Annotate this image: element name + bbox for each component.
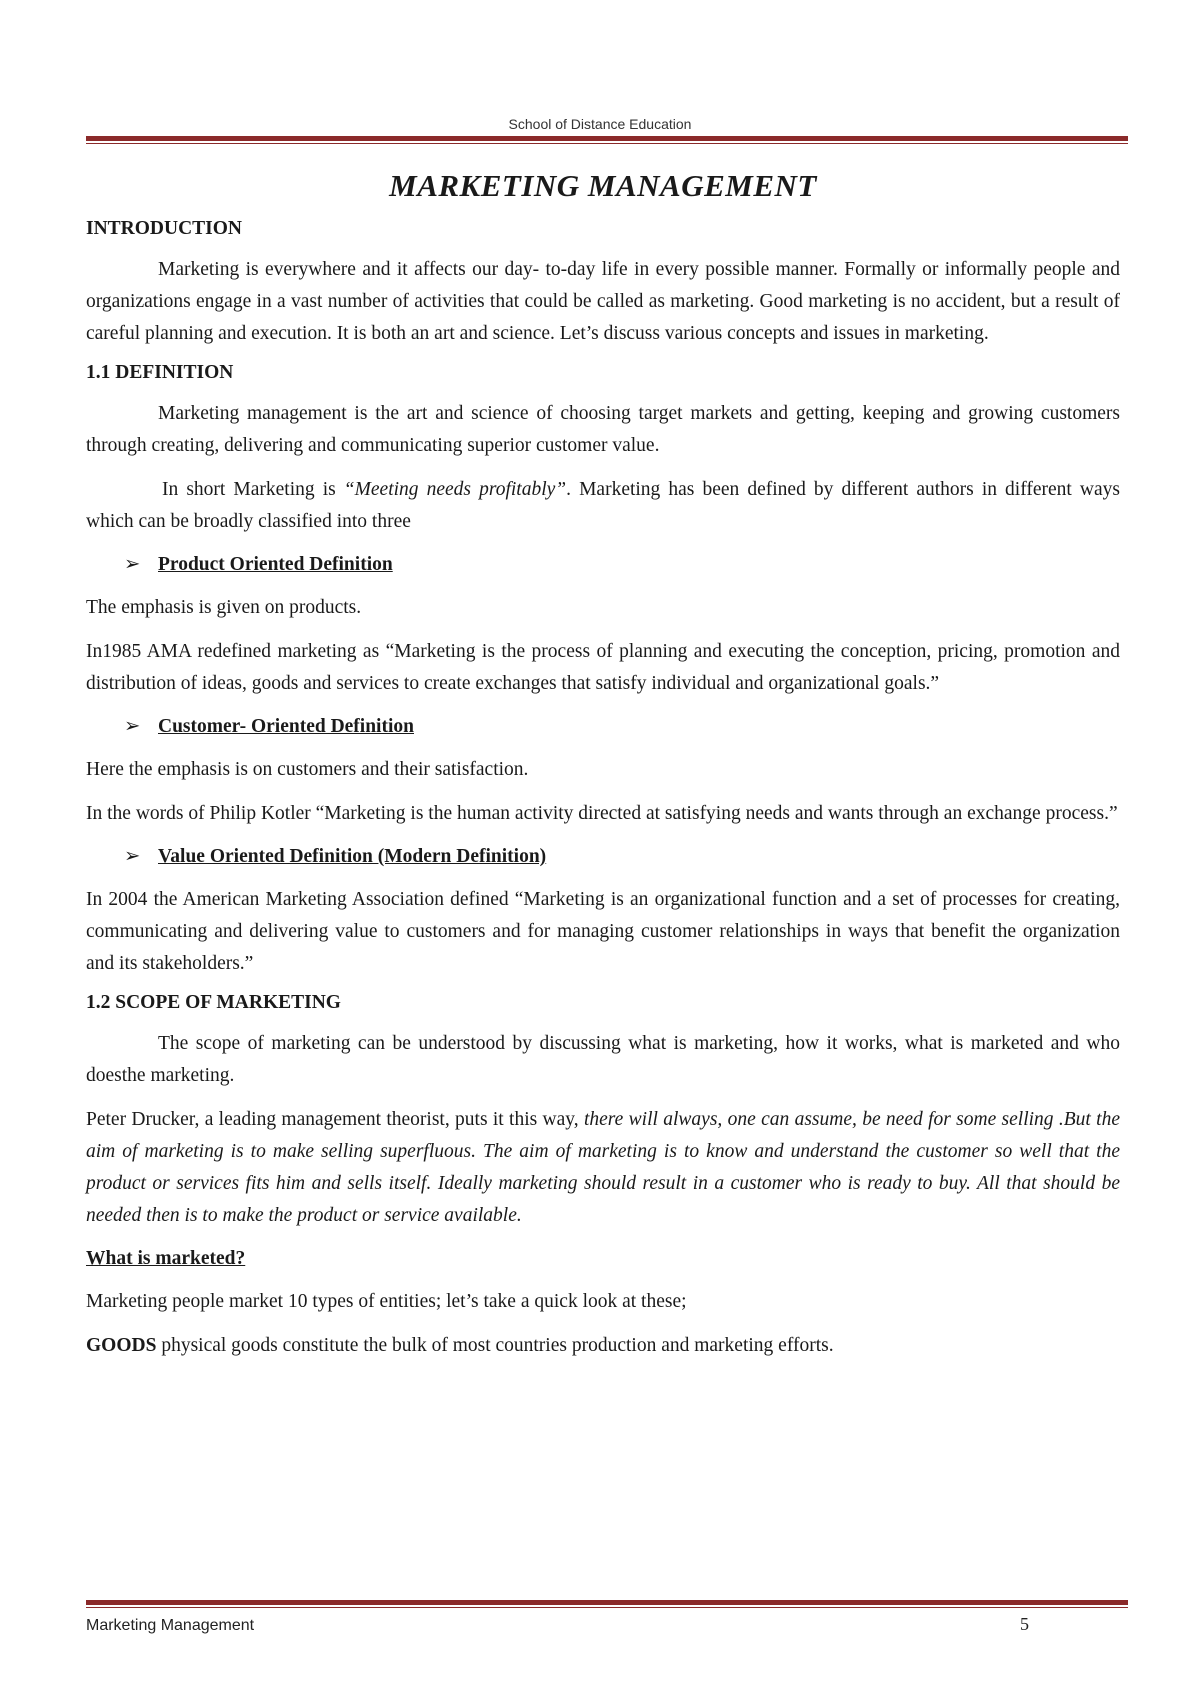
customer-oriented-line-1: Here the emphasis is on customers and their satisfaction. <box>86 759 529 780</box>
definition-heading: 1.1 DEFINITION <box>86 362 234 383</box>
customer-oriented-line-2: In the words of Philip Kotler “Marketing is the human activity directed at satisfying needs and wants through an exchange process.” <box>86 803 1118 824</box>
introduction-paragraph: Marketing is everywhere and it affects our day- to-day life in every possible manner. Formally or informally people and organizations engage in a vast number of activities that could be called as marketing. Good marketing is no accident, but a result of careful planning and execution. It is both an art and science. Let’s discuss various concepts and issues in marketing. <box>86 259 1120 344</box>
definition-text-before: In short Marketing is <box>162 479 344 500</box>
arrow-bullet-icon: ➢ <box>124 554 141 575</box>
bullet-value-oriented <box>124 842 1120 872</box>
arrow-bullet-icon: ➢ <box>124 846 141 867</box>
introduction-heading: INTRODUCTION <box>86 218 243 239</box>
footer-rule <box>86 1600 1128 1608</box>
drucker-paragraph <box>86 1104 1120 1232</box>
bullet-label: Value Oriented Definition (Modern Definition) <box>158 846 547 867</box>
definition-paragraph-2 <box>86 474 1120 538</box>
bullet-product-oriented <box>124 550 1120 580</box>
definition-text-after: . Marketing has been defined by different authors in different ways which can be broadly classified into three <box>86 479 1120 532</box>
what-is-marketed-heading: What is marketed? <box>86 1248 246 1269</box>
definition-quote: “Meeting needs profitably” <box>343 479 567 500</box>
definition-paragraph-1: Marketing management is the art and science of choosing target markets and getting, keeping and growing customers through creating, delivering and communicating superior customer value. <box>86 403 1120 456</box>
bullet-label: Product Oriented Definition <box>158 554 393 575</box>
drucker-intro: Peter Drucker, a leading management theorist, puts it this way, <box>86 1109 584 1130</box>
page-content <box>86 168 1120 1374</box>
scope-heading: 1.2 SCOPE OF MARKETING <box>86 992 341 1013</box>
bullet-label: Customer- Oriented Definition <box>158 716 414 737</box>
product-oriented-line-1: The emphasis is given on products. <box>86 597 362 618</box>
arrow-bullet-icon: ➢ <box>124 716 141 737</box>
value-oriented-line-1: In 2004 the American Marketing Association defined “Marketing is an organizational function and a set of processes for creating, communicating and delivering value to customers and for managing customer relationships in ways that benefit the organization and its stakeholders.” <box>86 889 1120 974</box>
what-is-marketed-line-1: Marketing people market 10 types of entities; let’s take a quick look at these; <box>86 1291 687 1312</box>
goods-paragraph <box>86 1330 1120 1362</box>
goods-text: physical goods constitute the bulk of most countries production and marketing efforts. <box>156 1335 834 1356</box>
footer-title: Marketing Management <box>86 1617 255 1634</box>
product-oriented-line-2: In1985 AMA redefined marketing as “Marketing is the process of planning and executing the conception, pricing, promotion and distribution of ideas, goods and services to create exchanges that satisfy individual and organizational goals.” <box>86 641 1120 694</box>
header-rule <box>86 136 1128 144</box>
scope-paragraph-1: The scope of marketing can be understood by discussing what is marketing, how it works, what is marketed and who doesthe marketing. <box>86 1033 1120 1086</box>
drucker-quote: there will always, one can assume, be need for some selling .But the aim of marketing is to make selling superfluous. The aim of marketing is to know and understand the customer so well that the product or services fits him and sells itself. Ideally marketing should result in a customer who is ready to buy. All that should be needed then is to make the product or service available. <box>86 1109 1120 1226</box>
page-number: 5 <box>1020 1614 1029 1634</box>
goods-label: GOODS <box>86 1335 157 1356</box>
page-header: School of Distance Education <box>508 116 692 132</box>
bullet-customer-oriented <box>124 712 1120 742</box>
document-title: MARKETING MANAGEMENT <box>389 168 817 203</box>
